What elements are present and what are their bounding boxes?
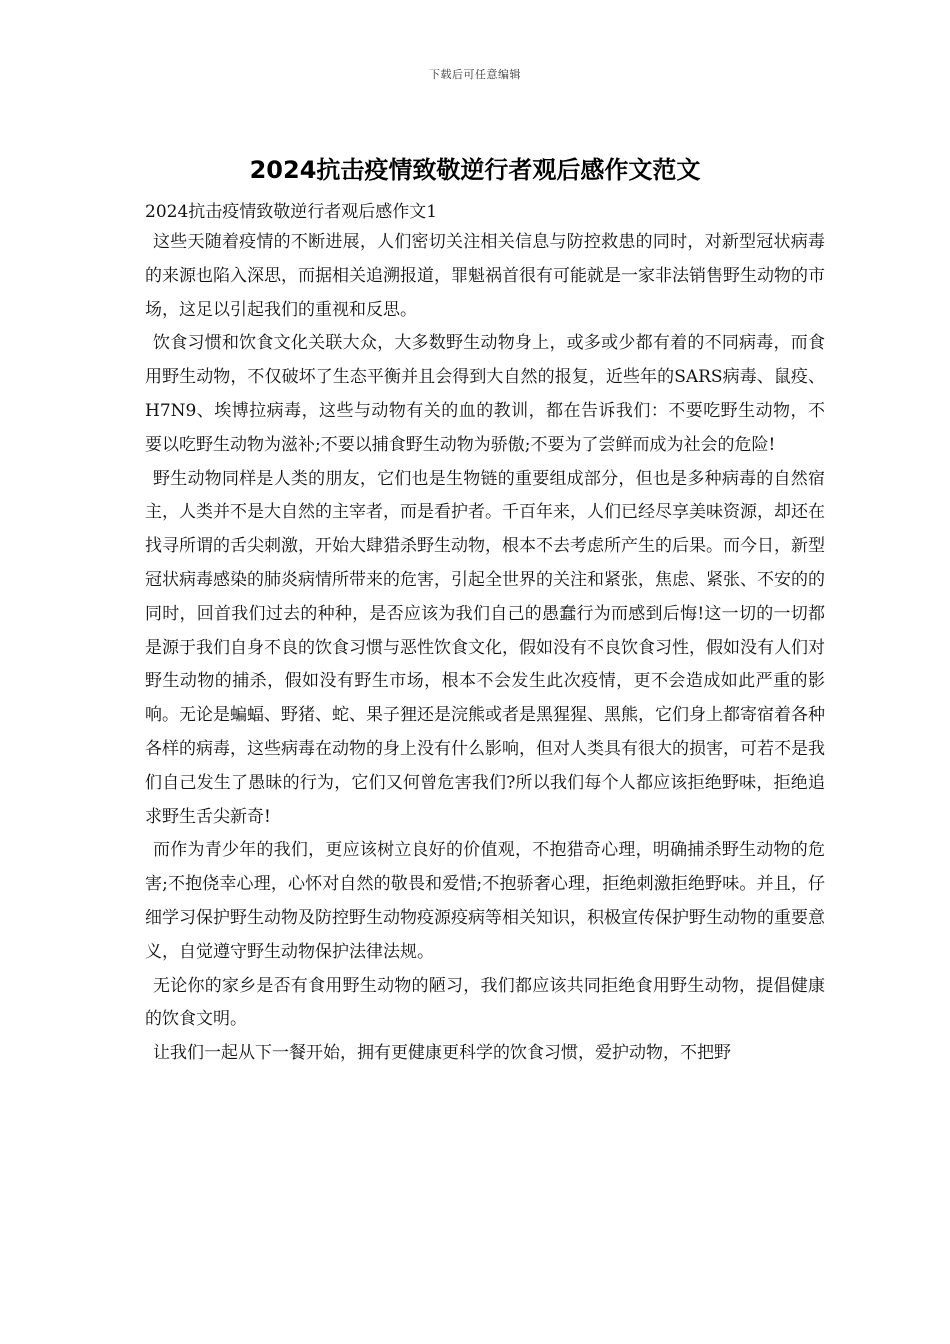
paragraph-6: 让我们一起从下一餐开始，拥有更健康更科学的饮食习惯，爱护动物，不把野 <box>153 1043 731 1064</box>
paragraph-5: 无论你的家乡是否有食用野生动物的陋习，我们都应该共同拒绝食用野生动物，提倡健康的饮食文明。 <box>145 975 825 1030</box>
page-header-note: 下载后可任意编辑 <box>429 68 521 81</box>
paragraph-4: 而作为青少年的我们，更应该树立良好的价值观，不抱猎奇心理，明确捕杀野生动物的危害;不抱侥幸心理，心怀对自然的敬畏和爱惜;不抱骄奢心理，拒绝刺激拒绝野味。并且，仔细学习保护野生动物及防控野生动物疫源疫病等相关知识，积极宣传保护野生动物的重要意义，自觉遵守野生动物保护法律法规。 <box>145 840 825 962</box>
document-body <box>145 198 825 1071</box>
paragraph-2: 饮食习惯和饮食文化关联大众，大多数野生动物身上，或多或少都有着的不同病毒，而食用野生动物，不仅破坏了生态平衡并且会得到大自然的报复，近些年的SARS病毒、鼠疫、H7N9、埃博拉病毒，这些与动物有关的血的教训，都在告诉我们：不要吃野生动物，不要以吃野生动物为滋补;不要以捕食野生动物为骄傲;不要为了尝鲜而成为社会的危险! <box>145 333 825 455</box>
document-title: 2024抗击疫情致敬逆行者观后感作文范文 <box>249 156 701 184</box>
section-subtitle: 2024抗击疫情致敬逆行者观后感作文1 <box>145 202 438 222</box>
paragraph-3: 野生动物同样是人类的朋友，它们也是生物链的重要组成部分，但也是多种病毒的自然宿主，人类并不是大自然的主宰者，而是看护者。千百年来，人们已经尽享美味资源，却还在找寻所谓的舌尖刺激，开始大肆猎杀野生动物，根本不去考虑所产生的后果。而今日，新型冠状病毒感染的肺炎病情所带来的危害，引起全世界的关注和紧张，焦虑、紧张、不安的的同时，回首我们过去的种种，是否应该为我们自己的愚蠢行为而感到后悔!这一切的一切都是源于我们自身不良的饮食习惯与恶性饮食文化，假如没有不良饮食习性，假如没有人们对野生动物的捕杀，假如没有野生市场，根本不会发生此次疫情，更不会造成如此严重的影响。无论是蝙蝠、野猪、蛇、果子狸还是浣熊或者是黑猩猩、黑熊，它们身上都寄宿着各种各样的病毒，这些病毒在动物的身上没有什么影响，但对人类具有很大的损害，可若不是我们自己发生了愚昧的行为，它们又何曾危害我们?所以我们每个人都应该拒绝野味，拒绝追求野生舌尖新奇! <box>145 468 825 827</box>
paragraph-1: 这些天随着疫情的不断进展，人们密切关注相关信息与防控救患的同时，对新型冠状病毒的来源也陷入深思，而据相关追溯报道，罪魁祸首很有可能就是一家非法销售野生动物的市场，这足以引起我们的重视和反思。 <box>145 232 825 320</box>
